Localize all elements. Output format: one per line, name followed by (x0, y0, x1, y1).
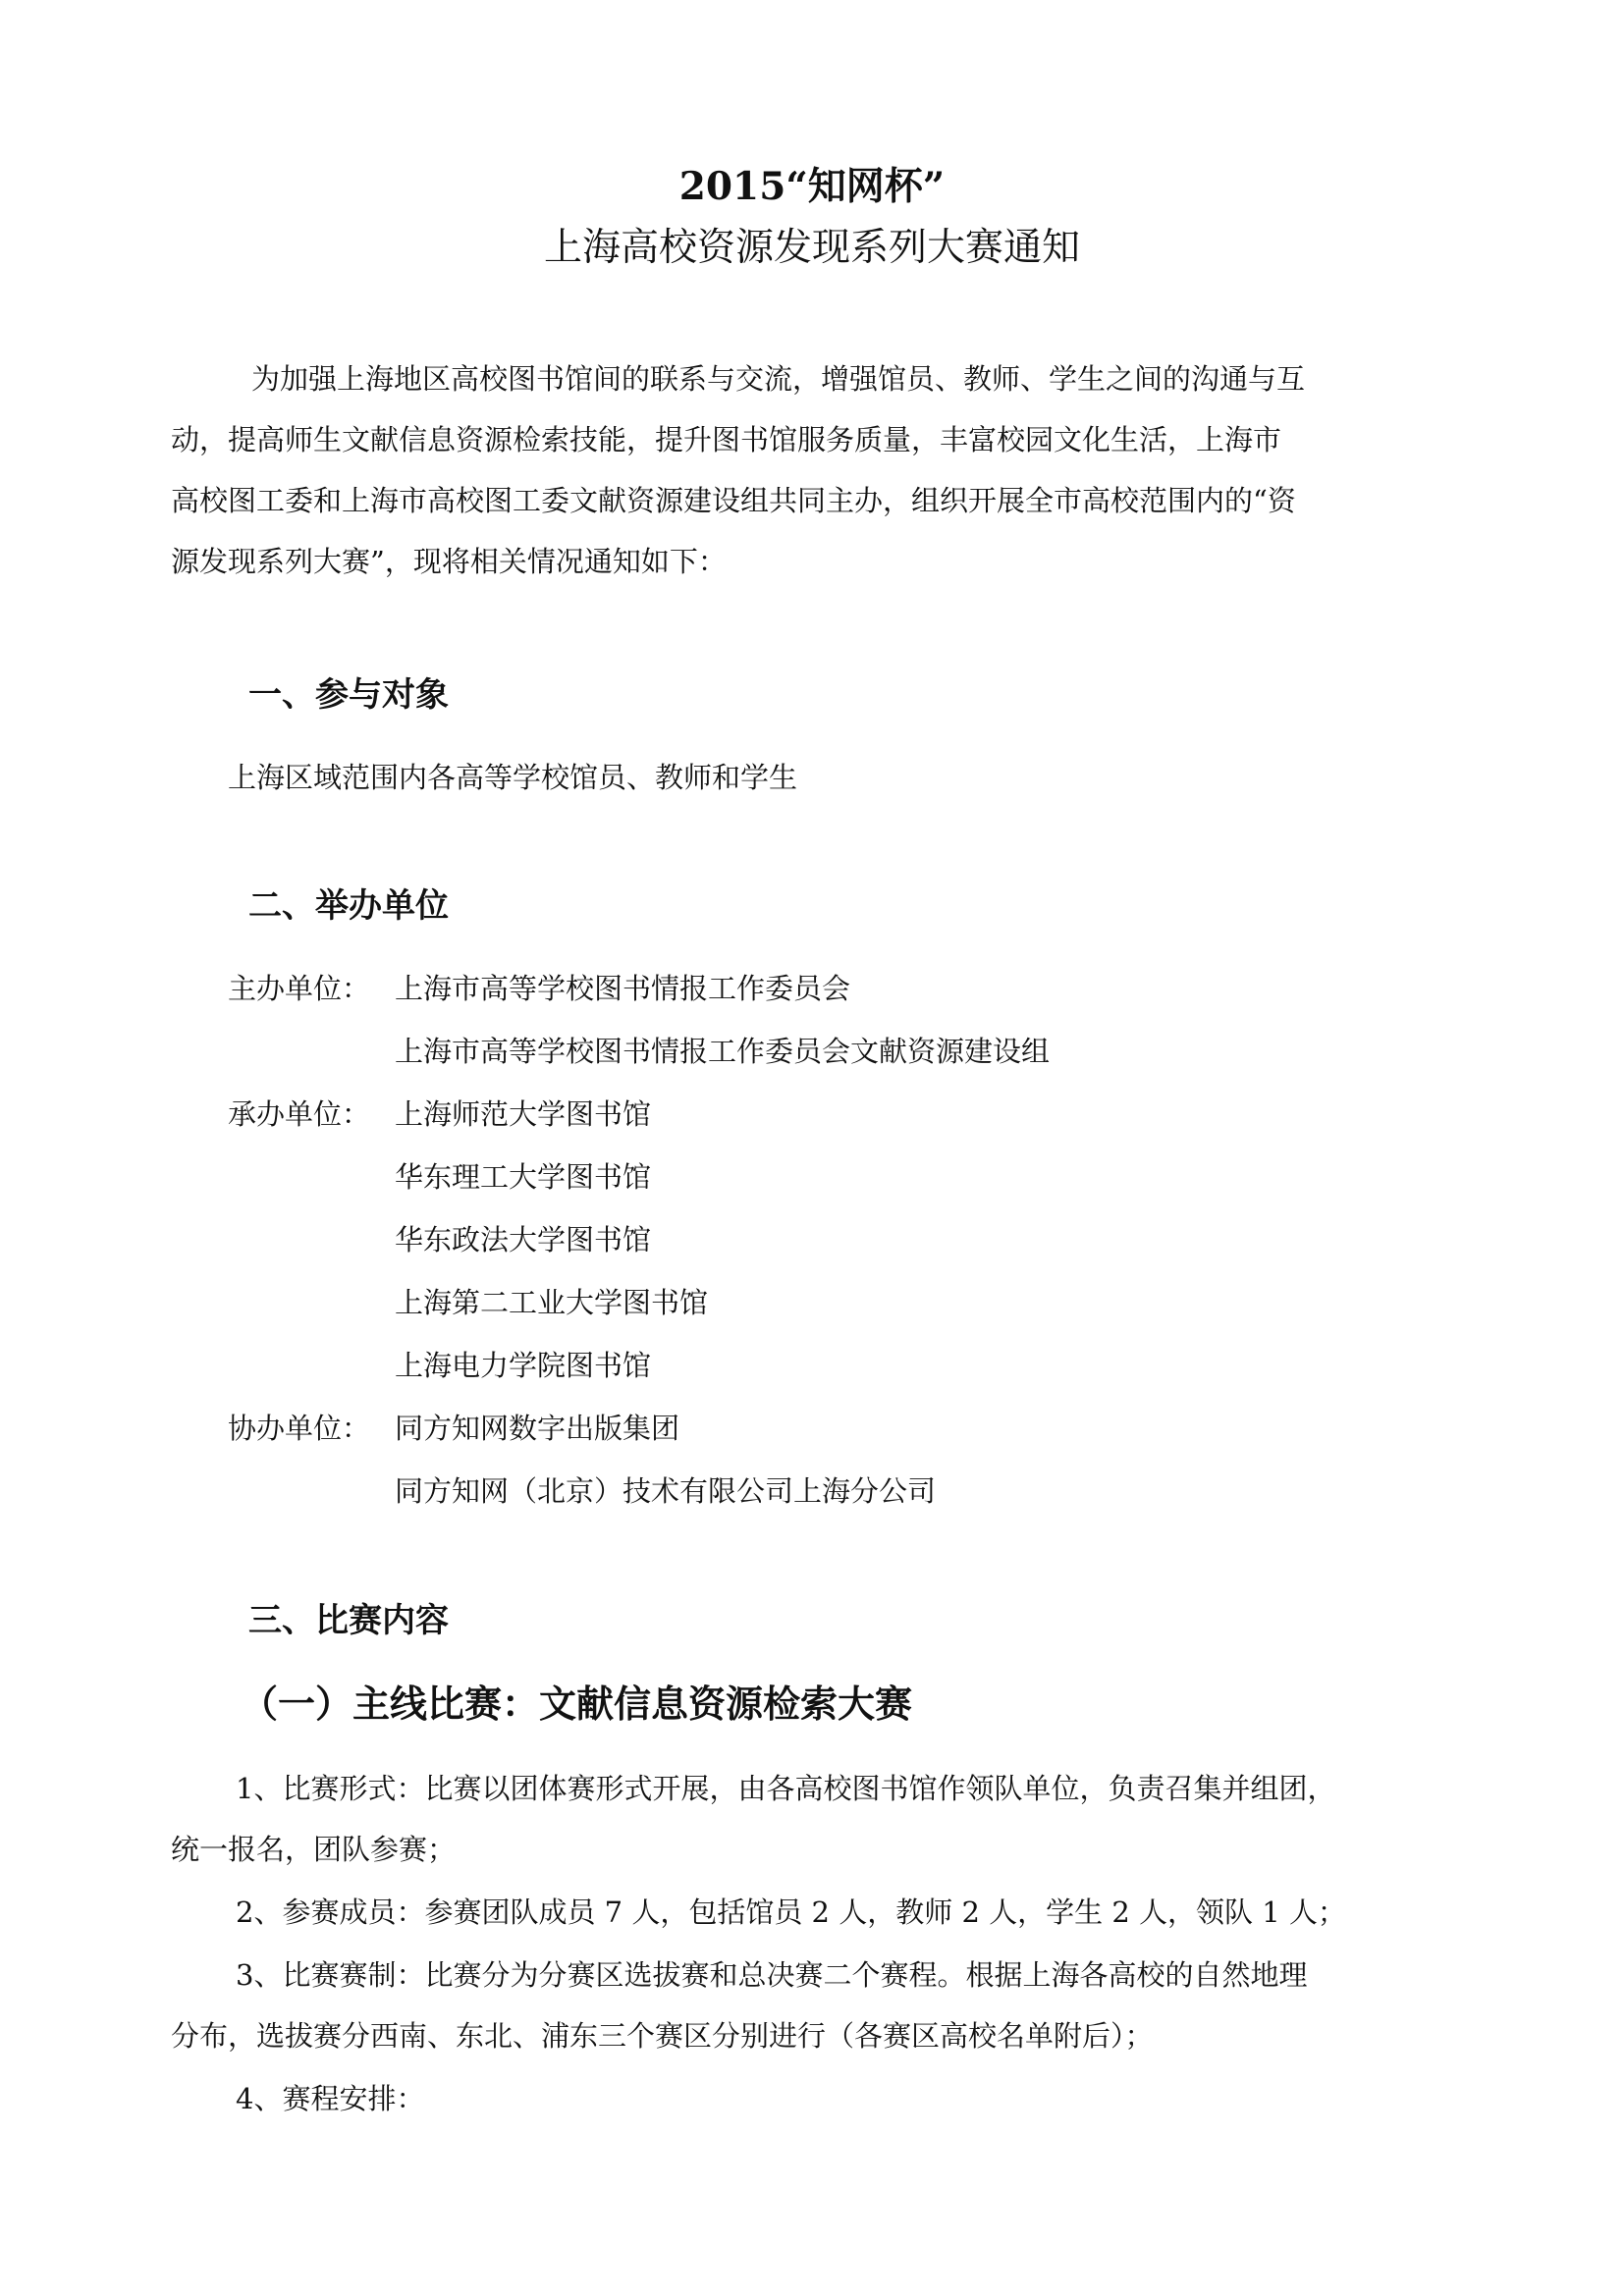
contest-item-line: 分布，选拔赛分西南、东北、浦东三个赛区分别进行（各赛区高校名单附后）； (171, 2019, 1154, 2053)
intro-line-3: 高校图工委和上海市高校图工委文献资源建设组共同主办，组织开展全市高校范围内的“资 (171, 484, 1296, 517)
organizer-item: 上海师范大学图书馆 (395, 1097, 652, 1131)
organizer-item: 华东理工大学图书馆 (395, 1160, 652, 1194)
coorganizer-label: 协办单位： (228, 1412, 371, 1445)
section-heading-contest-content: 三、比赛内容 (248, 1601, 449, 1640)
intro-line-2: 动，提高师生文献信息资源检索技能，提升图书馆服务质量，丰富校园文化生活，上海市 (171, 423, 1282, 456)
host-label: 主办单位： (228, 972, 371, 1005)
page-title-line2: 上海高校资源发现系列大赛通知 (543, 226, 1080, 270)
host-item: 上海市高等学校图书情报工作委员会 (395, 972, 851, 1005)
section-heading-participants: 一、参与对象 (248, 675, 449, 715)
contest-item-line: 3、比赛赛制：比赛分为分赛区选拔赛和总决赛二个赛程。根据上海各高校的自然地理 (236, 1958, 1308, 1992)
subsection-heading-main-contest: （一）主线比赛：文献信息资源检索大赛 (241, 1682, 913, 1726)
organizer-label: 承办单位： (228, 1097, 371, 1131)
contest-item-line: 2、参赛成员：参赛团队成员 7 人，包括馆员 2 人，教师 2 人，学生 2 人，领队 1 人； (236, 1896, 1346, 1929)
intro-line-1: 为加强上海地区高校图书馆间的联系与交流，增强馆员、教师、学生之间的沟通与互 (251, 362, 1306, 396)
page-title-line1: 2015“知网杯” (678, 164, 946, 209)
organizer-item: 上海第二工业大学图书馆 (395, 1286, 709, 1319)
coorganizer-item: 同方知网数字出版集团 (395, 1412, 680, 1445)
section-heading-organizers: 二、举办单位 (248, 886, 449, 926)
contest-item-line: 统一报名，团队参赛； (171, 1833, 457, 1866)
host-item: 上海市高等学校图书情报工作委员会文献资源建设组 (395, 1035, 1051, 1068)
contest-item-line: 4、赛程安排： (236, 2082, 425, 2115)
intro-line-4: 源发现系列大赛”，现将相关情况通知如下： (171, 545, 727, 578)
organizer-item: 华东政法大学图书馆 (395, 1223, 652, 1256)
coorganizer-item: 同方知网（北京）技术有限公司上海分公司 (395, 1474, 937, 1508)
contest-item-line: 1、比赛形式：比赛以团体赛形式开展，由各高校图书馆作领队单位，负责召集并组团， (236, 1772, 1336, 1805)
organizer-item: 上海电力学院图书馆 (395, 1349, 652, 1382)
participants-text: 上海区域范围内各高等学校馆员、教师和学生 (228, 761, 798, 794)
